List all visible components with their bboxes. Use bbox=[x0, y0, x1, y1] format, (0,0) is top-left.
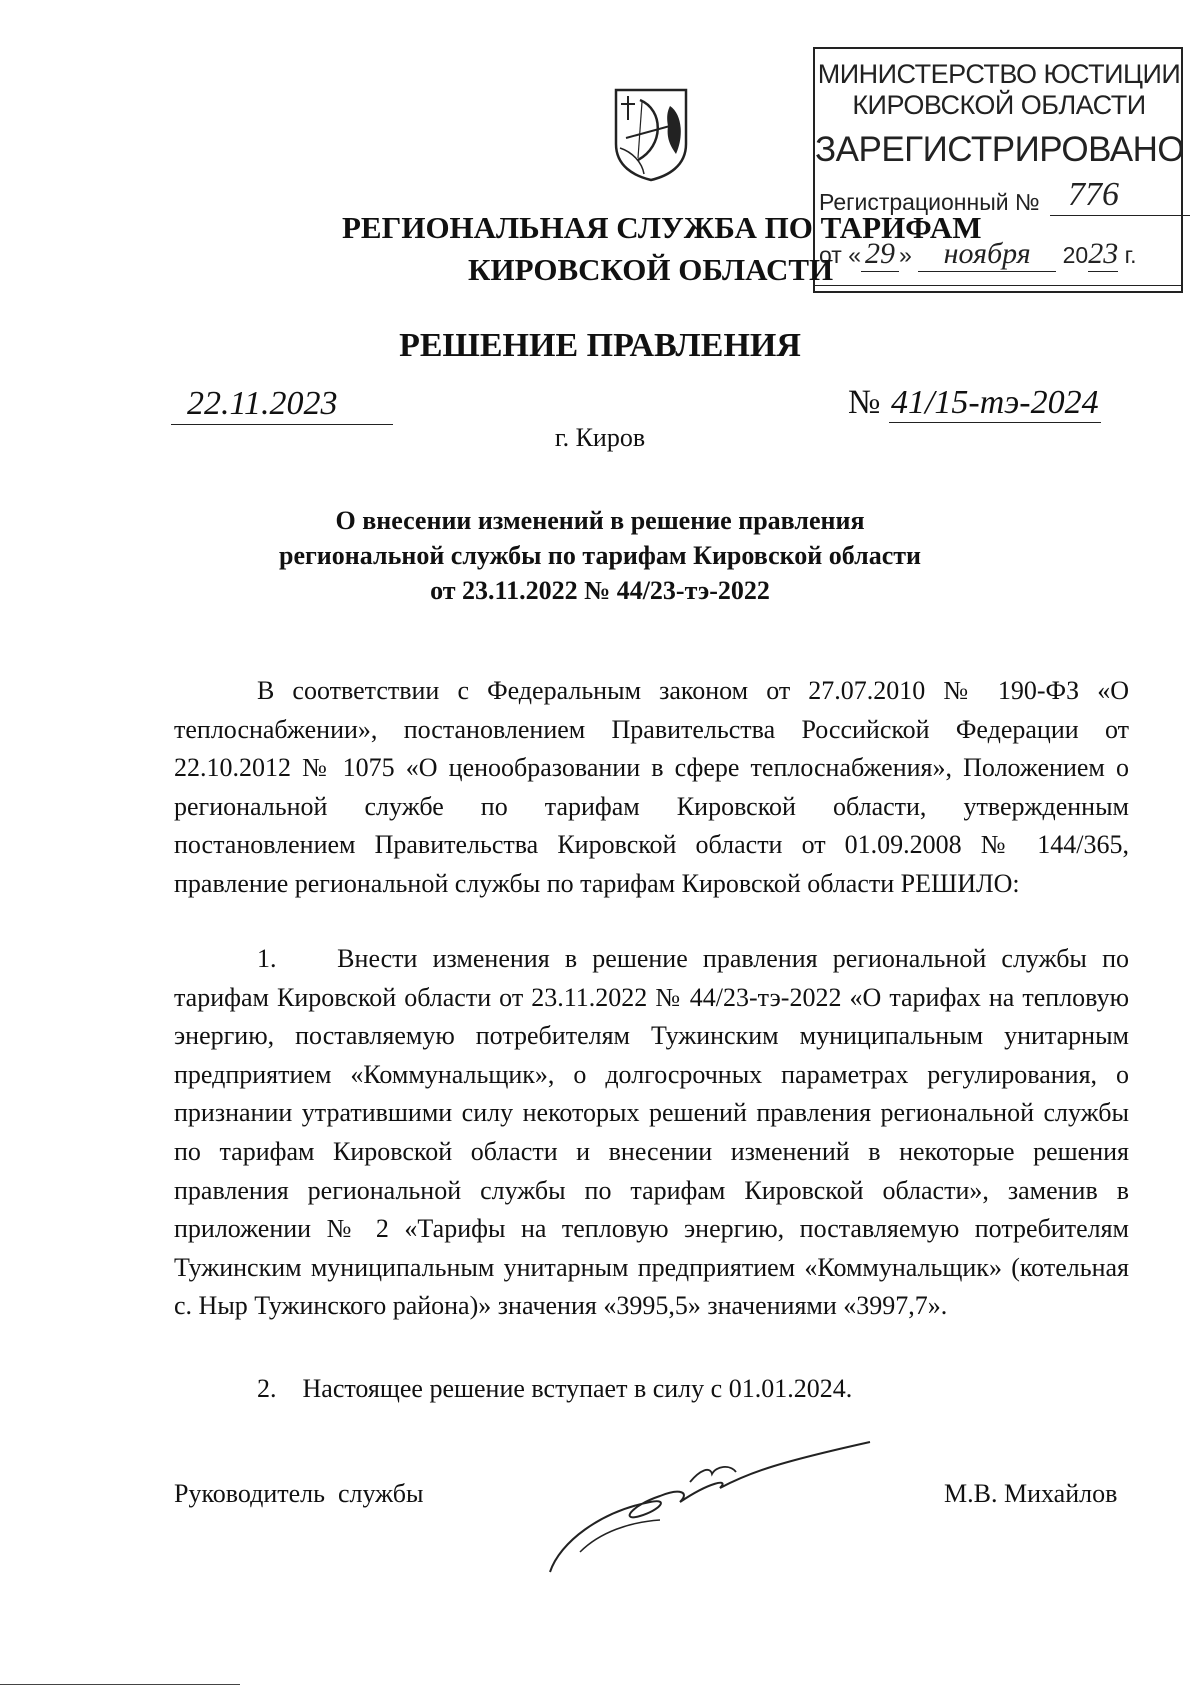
stamp-reg-number: 776 bbox=[1050, 175, 1190, 216]
registration-stamp bbox=[813, 47, 1183, 293]
stamp-day: 29 bbox=[861, 237, 899, 272]
subject-heading bbox=[0, 503, 1200, 608]
stamp-ministry-line2: КИРОВСКОЙ ОБЛАСТИ bbox=[852, 90, 1146, 120]
signatory-name: М.В. Михайлов bbox=[944, 1479, 1118, 1508]
stamp-bottom-border bbox=[815, 285, 1183, 286]
subject-line3: от 23.11.2022 № 44/23-тэ-2022 bbox=[430, 576, 770, 605]
preamble-paragraph: В соответствии с Федеральным законом от 27.07.2010 № 190-ФЗ «О теплоснабжении», постановлением Правительства Российской Федерации от 22.10.2012 № 1075 «О ценообразовании в сфере теплоснабжения», Положением о региональной службе по тарифам Кировской области, утвержденным постановлением Правительства Кировской области от 01.09.2008 № 144/365, правление региональной службы по тарифам Кировской области РЕШИЛО: bbox=[174, 676, 1129, 898]
coat-of-arms-icon bbox=[612, 86, 690, 182]
org-name-line1: РЕГИОНАЛЬНАЯ СЛУЖБА ПО ТАРИФАМ bbox=[342, 210, 982, 245]
stamp-month: ноября bbox=[918, 237, 1056, 272]
stamp-right-border bbox=[1181, 49, 1183, 291]
item-1-paragraph: 1. Внести изменения в решение правления региональной службы по тарифам Кировской области от 23.11.2022 № 44/23-тэ-2022 «О тарифах на тепловую энергию, поставляемую потребителям Тужинским муниципальным унитарным предприятием «Коммунальщик», о долгосрочных параметрах регулирования, о признании утратившими силу некоторых решений правления региональной службы по тарифам Кировской области и внесении изменений в некоторые решения правления региональной службы по тарифам Кировской области», заменив в приложении № 2 «Тарифы на тепловую энергию, поставляемую потребителям Тужинским муниципальным унитарным предприятием «Коммунальщик» (котельная с. Ныр Тужинского района)» значения «3995,5» значениями «3997,7». bbox=[174, 944, 1136, 1321]
number-value: 41/15-тэ-2024 bbox=[890, 384, 1099, 421]
city: г. Киров bbox=[554, 423, 646, 452]
stamp-ministry-line1: МИНИСТЕРСТВО ЮСТИЦИИ bbox=[817, 59, 1181, 89]
number-label: № bbox=[848, 384, 881, 421]
stamp-year-prefix: 20 bbox=[1062, 242, 1089, 268]
stamp-year-end: г. bbox=[1124, 242, 1137, 268]
footer-divider bbox=[0, 1684, 240, 1685]
signatory-position: Руководитель службы bbox=[174, 1479, 424, 1508]
document-number bbox=[848, 384, 1101, 423]
subject-line2: региональной службы по тарифам Кировской области bbox=[279, 541, 921, 570]
handwritten-signature-icon bbox=[540, 1432, 880, 1582]
stamp-year-suffix: 23 bbox=[1088, 237, 1119, 270]
org-name-line2: КИРОВСКОЙ ОБЛАСТИ bbox=[468, 252, 834, 287]
stamp-from-label: от « bbox=[819, 242, 862, 268]
stamp-reg-label: Регистрационный № bbox=[819, 189, 1040, 215]
item-2-paragraph: 2. Настоящее решение вступает в силу с 01.01.2024. bbox=[257, 1374, 853, 1403]
document-date: 22.11.2023 bbox=[171, 384, 393, 425]
stamp-status: ЗАРЕГИСТРИРОВАНО bbox=[815, 130, 1185, 169]
subject-line1: О внесении изменений в решение правления bbox=[335, 506, 865, 535]
stamp-mid: » bbox=[899, 242, 912, 268]
document-title: РЕШЕНИЕ ПРАВЛЕНИЯ bbox=[399, 327, 801, 364]
